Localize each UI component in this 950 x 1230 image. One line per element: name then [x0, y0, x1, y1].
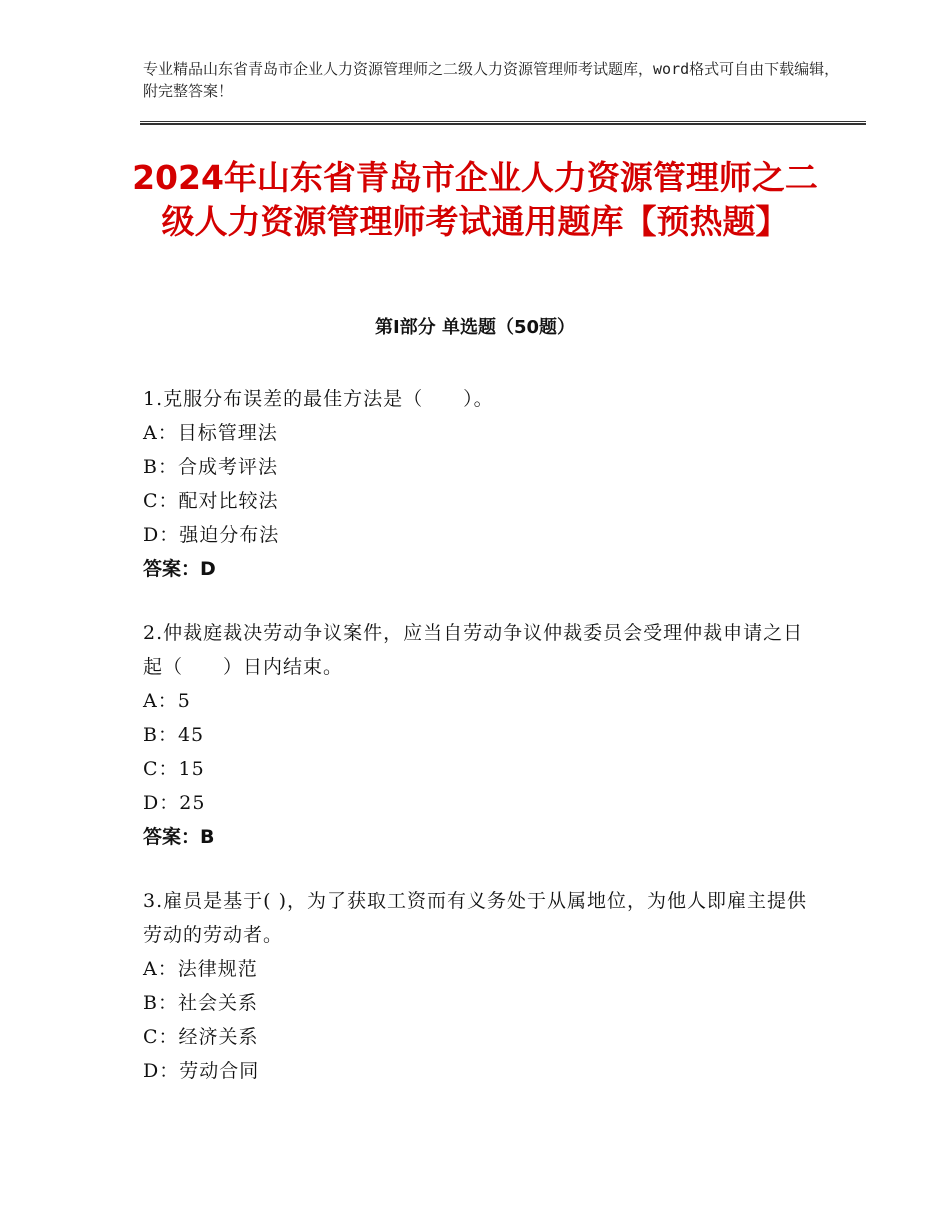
answer: 答案：B — [143, 826, 215, 848]
option-c: C：经济关系 — [143, 1026, 259, 1048]
option-a: A：5 — [143, 690, 191, 712]
header-divider — [140, 121, 866, 125]
header-note: 专业精品山东省青岛市企业人力资源管理师之二级人力资源管理师考试题库，word格式可自由下载编辑，附完整答案！ — [143, 60, 840, 100]
section-title: 第Ⅰ部分 单选题（50题） — [374, 317, 575, 338]
option-d: D：强迫分布法 — [143, 524, 280, 546]
option-b: B：社会关系 — [143, 992, 258, 1014]
answer: 答案：D — [143, 558, 216, 580]
question-2 — [143, 616, 823, 854]
document-title: 2024年山东省青岛市企业人力资源管理师之二级人力资源管理师考试通用题库【预热题】 — [132, 158, 818, 241]
option-d: D：劳动合同 — [143, 1060, 260, 1082]
option-d: D：25 — [143, 792, 206, 814]
option-c: C：15 — [143, 758, 205, 780]
option-b: B：45 — [143, 724, 205, 746]
option-a: A：目标管理法 — [143, 422, 278, 444]
question-list — [143, 382, 823, 1118]
option-b: B：合成考评法 — [143, 456, 278, 478]
question-3 — [143, 884, 823, 1088]
question-stem: 2.仲裁庭裁决劳动争议案件，应当自劳动争议仲裁委员会受理仲裁申请之日起（ ）日内结束。 — [143, 622, 804, 678]
option-a: A：法律规范 — [143, 958, 258, 980]
option-c: C：配对比较法 — [143, 490, 279, 512]
question-1 — [143, 382, 823, 586]
question-stem: 3.雇员是基于( )，为了获取工资而有义务处于从属地位，为他人即雇主提供劳动的劳动者。 — [143, 890, 807, 946]
question-stem: 1.克服分布误差的最佳方法是（ ）。 — [143, 388, 494, 410]
